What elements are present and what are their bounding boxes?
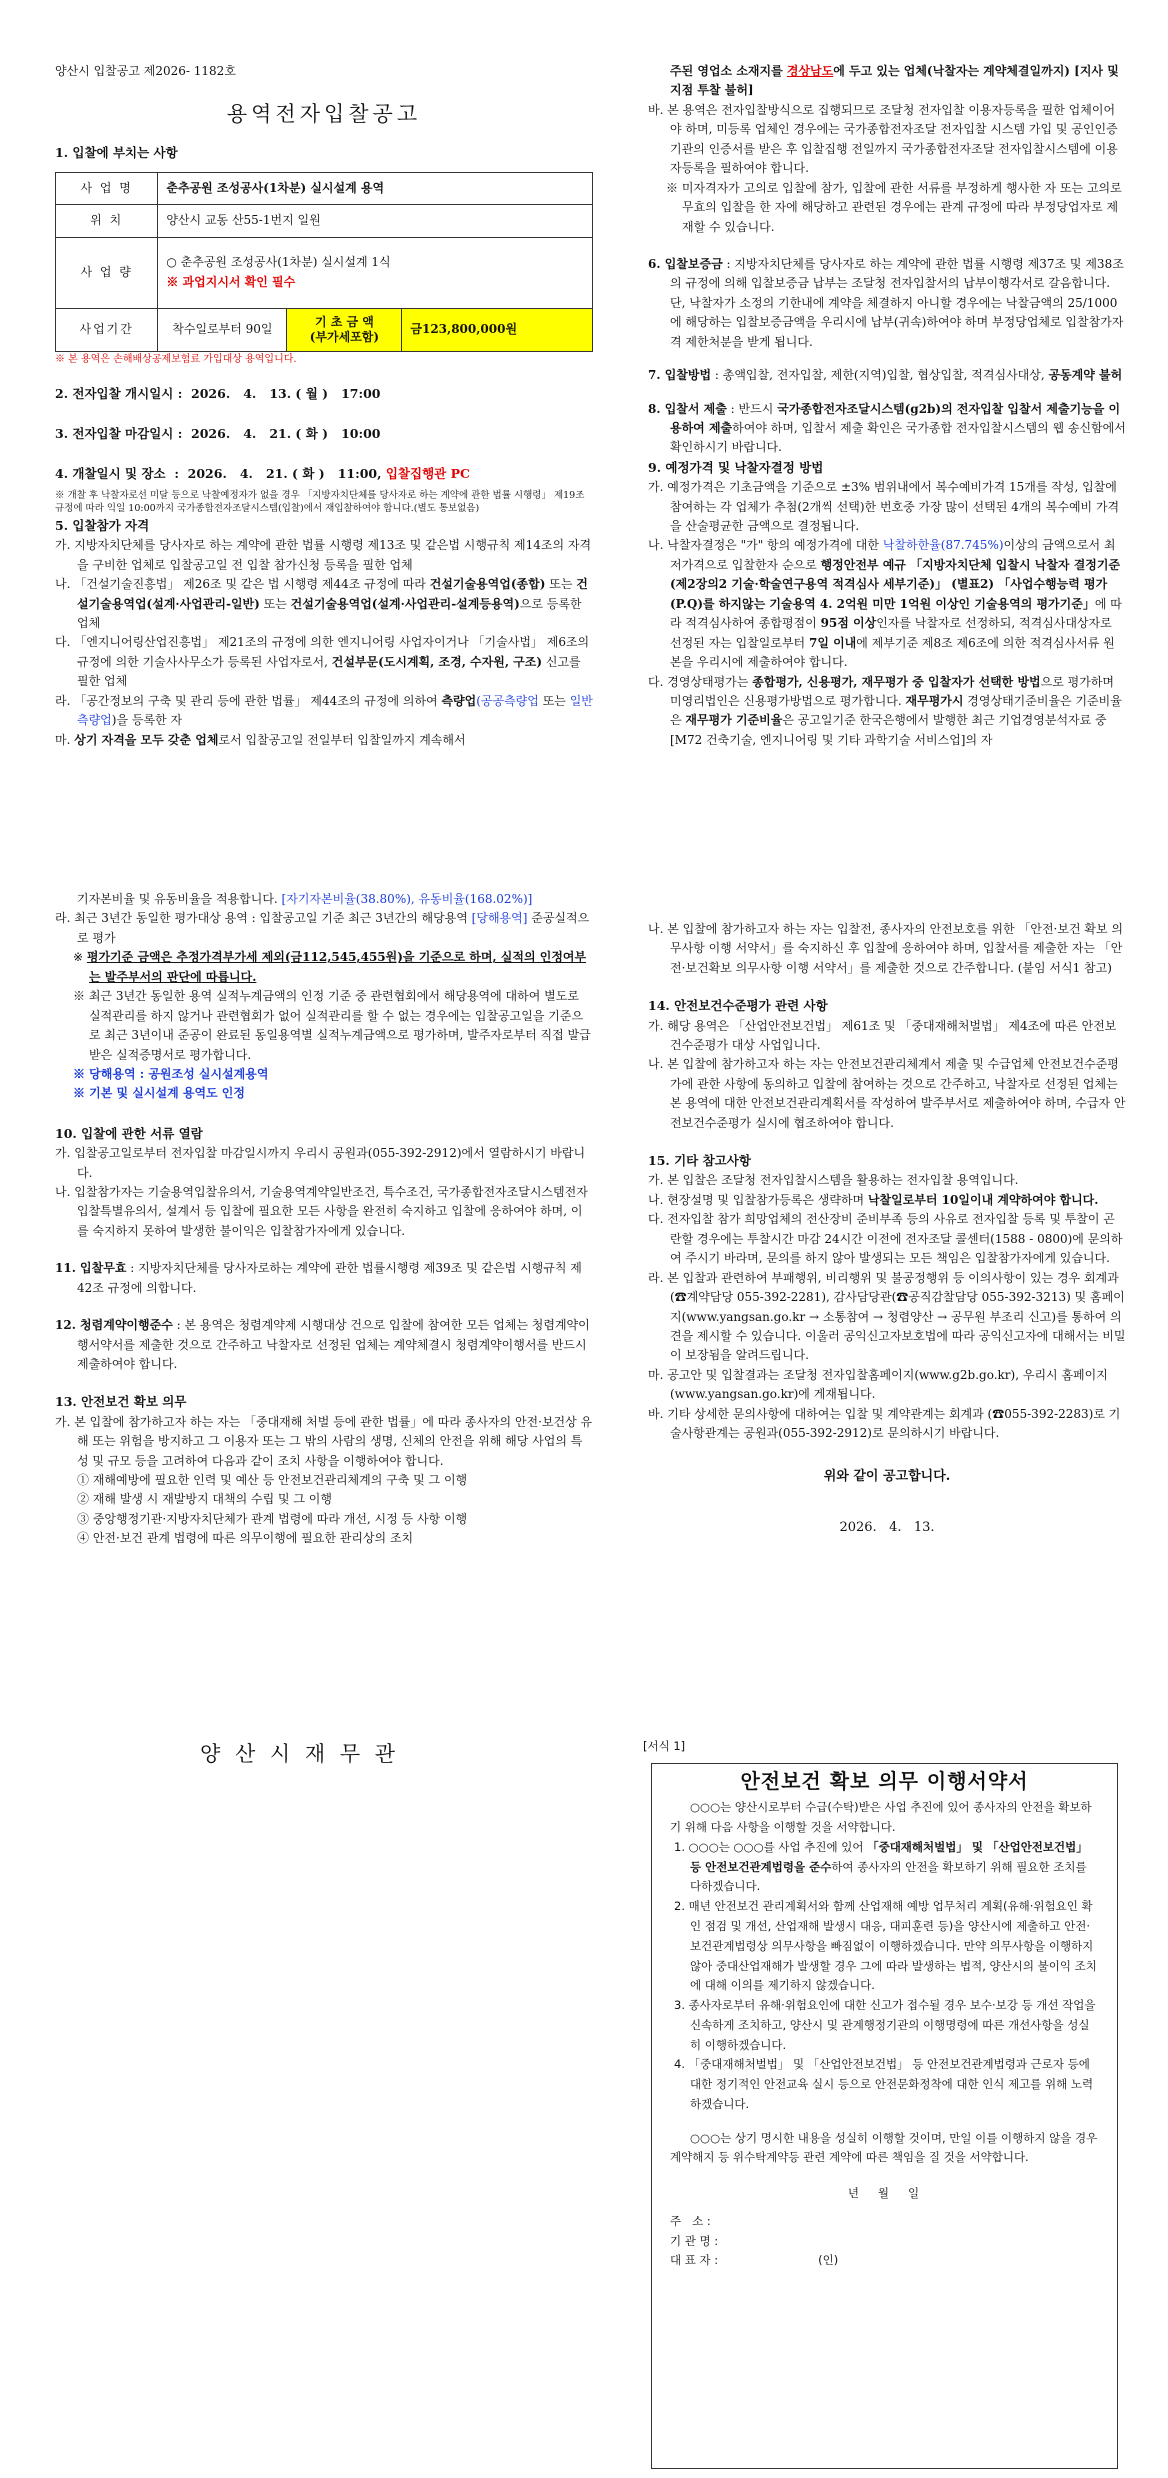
s5-da-bold: 건설부문(도시계획, 조경, 수자원, 구조) <box>331 654 543 669</box>
s9-da-c: 으로 평가하며 미영리법인은 신용평가방법으로 평가합니다. <box>670 674 1115 708</box>
s5-ma-end: 로서 입찰공고일 전일부터 입찰일까지 계속해서 <box>218 732 466 747</box>
s9-na-g: 인자를 낙찰자로 선정하되, 적격심사대상자로 선정된 자는 입찰일로부터 <box>670 616 1112 650</box>
bid-open-datetime: 2. 전자입찰 개시일시 : 2026. 4. 13. ( 월 ) 17:00 <box>55 385 381 401</box>
location-value: 양산시 교동 산55-1번지 일원 <box>158 205 593 237</box>
closing-statement: 위와 같이 공고합니다. <box>823 1468 951 1484</box>
s5-ra-blue1: (공공측량업 <box>476 693 539 708</box>
base-price-label-text: 기 초 금 액 <box>314 314 374 329</box>
s5-na-bold2: 건설기술용역업(설계·사업관리-일반) <box>77 577 588 611</box>
s7 <box>648 366 1126 385</box>
s5-na-bold1: 건설기술용역업(종합) <box>429 577 546 592</box>
s9-na-score: 95점 이상 <box>820 616 877 631</box>
s7-text: : 총액입찰, 전자입찰, 제한(지역)입찰, 협상입찰, 적격심사대상, <box>711 368 1049 383</box>
name-label: 사 업 명 <box>56 172 158 204</box>
bid-close-datetime: 3. 전자입찰 마감일시 : 2026. 4. 21. ( 화 ) 10:00 <box>55 426 381 442</box>
s9-na <box>648 536 1126 672</box>
announcement-date: 2026. 4. 13. <box>839 1519 935 1535</box>
s13-item-2: ② 재해 발생 시 재발방지 대책의 수립 및 그 이행 <box>77 1492 332 1507</box>
s5-da-end: 신고를 필한 업체 <box>77 654 581 689</box>
quantity-label: 사 업 량 <box>56 237 158 308</box>
s9-na-criteria: 행정안전부 예규 「지방자치단체 입찰시 낙찰자 결정기준(제2장의2 기술·학술연구용역 적격심사 세부기준)」 (별표2) 「사업수행능력 평가(P.Q)를 하지않는 기술용역 4. 2억원 미만 1억원 이상인 기술용역의 평가기준」 <box>670 557 1121 611</box>
opening-datetime <box>55 464 593 484</box>
s15-da: 다. 전자입찰 참가 희망업체의 전산장비 준비부족 등의 사유로 전자입찰 등록 및 투찰이 곤란할 경우에는 투찰시간 마감 24시간 이전에 전자조달 콜센터(1588 - 0800)에 문의하여 주시기 바라며, 문의를 하지 않아 발생되는 모든 책임은 입찰참가자에게 있습니다. <box>648 1212 1123 1266</box>
doc-number: 양산시 입찰공고 제2026- 1182호 <box>55 64 236 78</box>
s9-da-cont <box>55 890 593 909</box>
s11-text: : 지방자치단체를 당사자로하는 계약에 관한 법률시행령 제39조 및 같은법 시행규칙 제42조 규정에 의합니다. <box>77 1261 582 1295</box>
s8-bold: 국가종합전자조달시스템(g2b)의 전자입찰 입찰서 제출기능을 이용하여 제출 <box>670 401 1121 435</box>
form-address-row <box>670 2212 1099 2232</box>
s10-ga: 가. 입찰공고일로부터 전자입찰 마감일시까지 우리시 공원과(055-392-2912)에서 열람하시기 바랍니다. <box>55 1146 586 1180</box>
s9-ga: 가. 예정가격은 기초금액을 기준으로 ±3% 범위내에서 복수예비가격 15개를 작성, 입찰에 참여하는 각 업체가 추첨(2개씩 선택)한 번호중 가장 많이 선택된 4개의 복수예비 가격을 산술평균한 금액으로 결정됩니다. <box>648 480 1120 533</box>
form-label: [서식 1] <box>643 1739 686 1753</box>
s15-na-a: 나. 현장설명 및 입찰참가등록은 생략하며 <box>648 1192 868 1207</box>
s11 <box>55 1259 593 1298</box>
page1-right-column <box>648 62 1126 750</box>
section-1-heading: 1. 입찰에 부치는 사항 <box>55 145 178 161</box>
section-15-heading: 15. 기타 참고사항 <box>648 1153 751 1169</box>
s9-ra-note1 <box>55 948 593 987</box>
issuing-authority: 양 산 시 재 무 관 <box>200 1742 400 1766</box>
s9-ra-note3: ※ 당해용역 : 공원조성 실시설계용역 <box>73 1066 269 1081</box>
form-rep-row <box>670 2251 1099 2271</box>
quantity-note: ※ 과업지시서 확인 필수 <box>166 274 296 289</box>
s9-na-c: 이상의 금액으로서 최저가격으로 입찰한자 순으로 <box>670 538 1116 572</box>
section-14-heading: 14. 안전보건수준평가 관련 사항 <box>648 998 828 1014</box>
form-item-3: 3. 종사자로부터 유해·위험요인에 대한 신고가 접수될 경우 보수·보강 등 개선 작업을 신속하게 조치하고, 양산시 및 관계행정기관의 이행명령에 따른 개선사항을 성실히 이행하겠습니다. <box>674 1998 1096 2052</box>
s9-da-f: 재무평가 기준비율 <box>685 713 783 728</box>
s8-text-a: : 반드시 <box>726 401 778 416</box>
s5-ma <box>55 731 593 750</box>
s9-da-e: 경영상태기준비율은 기준비율은 <box>670 693 1122 728</box>
s6-text: : 지방자치단체를 당사자로 하는 계약에 관한 법률 시행령 제37조 및 제38조의 규정에 의해 입찰보증금 납부는 조달청 전자입찰서의 납부이행각서로 갈음합니다. 단, 낙찰자가 소정의 기한내에 계약을 체결하지 아니할 경우에는 낙찰금액의 25/1000에 해당하는 입찰보증금액을 우리시에 납부(귀속)하여야 하며 부정당업체로 입찰참가자격 제한처분을 받게 됩니다. <box>670 256 1124 349</box>
s8-heading: 8. 입찰서 제출 <box>648 401 727 416</box>
period-label: 사업기간 <box>56 308 158 351</box>
s14-na: 나. 본 입찰에 참가하고자 하는 자는 안전보건관리체계서 제출 및 수급업체 안전보건수준평가에 관한 사항에 동의하고 입찰에 참여하는 것으로 간주하고, 낙찰자로 선정된 업체는 본 용역에 대한 안전보건관리계획서를 작성하여 발주부서로 제출하여야 하며, 수급자 안전보건수준평가 실시에 협조하여야 합니다. <box>648 1057 1126 1130</box>
form-item-1 <box>670 1838 1099 1897</box>
page2-right-column <box>648 920 1126 1538</box>
base-price-value: 금123,800,000원 <box>402 308 593 351</box>
s5-da <box>55 633 593 691</box>
s5-ma-mark: 마. <box>55 732 75 747</box>
form-closing: ○○○는 상기 명시한 내용을 성실히 이행할 것이며, 만일 이를 이행하지 않을 경우 계약해지 등 위수탁계약등 관련 계약에 따른 책임을 질 것을 서약합니다. <box>670 2130 1098 2165</box>
s5-na <box>55 575 593 633</box>
s10-na: 나. 입찰참가자는 기술용역입찰유의서, 기술용역계약일반조건, 특수조건, 국가종합전자조달시스템전자입찰특별유의서, 설계서 등 입찰에 필요한 모든 사항을 완전히 숙지하고 입찰에 응하여야 하며, 이를 숙지하지 못하여 발생한 불이익은 입찰참가자에게 있습니다. <box>55 1184 588 1238</box>
page-title: 용역전자입찰공고 <box>226 102 422 127</box>
opening-place: 입찰집행관 PC <box>385 466 470 482</box>
page1-left-column <box>55 62 593 750</box>
form-item-1-c: 하여 종사자의 안전을 확보하기 위해 필요한 조치를 다하겠습니다. <box>690 1859 1087 1894</box>
base-price-label <box>287 308 402 351</box>
s13-na: 나. 본 입찰에 참가하고자 하는 자는 입찰전, 종사자의 안전보호를 위한 「안전·보건 확보 의무사항 이행 서약서」를 숙지하신 후 입찰에 응하여야 하며, 입찰서를 제출한 자는 「안전·보건확보 의무사항 이행 서약서」를 제출한 것으로 간주합니다. (붙임 서식1 참고) <box>648 922 1123 975</box>
s5-ra-end: )을 등록한 자 <box>111 713 183 728</box>
form-signature-block <box>670 2212 1099 2271</box>
s15-ma: 마. 공고안 및 입찰결과는 조달청 전자입찰홈페이지(www.g2b.go.kr), 우리시 홈페이지(www.yangsan.go.kr)에 게재됩니다. <box>648 1367 1108 1402</box>
s5-cont-end: 에 두고 있는 업체(낙찰자는 계약체결일까지) [지사 및 지점 투찰 불허] <box>670 64 1119 98</box>
s5-na-text: 나. 「건설기술진흥법」 제26조 및 같은 법 시행령 제44조 규정에 따라 <box>55 577 430 592</box>
form-org-label: 기 관 명 : <box>670 2233 719 2248</box>
s9-da-g: 은 공고일기준 한국은행에서 발행한 최근 기업경영분석자료 중 [M72 건축기술, 엔지니어링 및 기타 과학기술 서비스업]의 자 <box>670 713 1107 747</box>
s9-da-b: 종합평가, 신용평가, 재무평가 중 입찰자가 선택한 방법 <box>752 674 1041 689</box>
name-value: 춘추공원 조성공사(1차분) 실시설계 용역 <box>158 172 593 204</box>
s13-item-1: ① 재해예방에 필요한 인력 및 예산 등 안전보건관리체계의 구축 및 그 이행 <box>77 1473 468 1487</box>
section-5-heading: 5. 입찰참가 자격 <box>55 518 150 534</box>
s9-ratios: [자기자본비율(38.80%), 유동비율(168.02%)] <box>281 892 533 906</box>
section-9-heading: 9. 예정가격 및 낙찰자결정 방법 <box>648 459 824 475</box>
s9-da-cont-a: 기자본비율 및 유동비율을 적용합니다. <box>77 892 282 906</box>
s9-ra-a: 라. 최근 3년간 동일한 평가대상 용역 : 입찰공고일 기준 최근 3년간의 해당용역 <box>55 911 472 926</box>
s9-na-rate: 낙찰하한율(87.745%) <box>882 538 1004 553</box>
s9-da-a: 다. 경영상태평가는 <box>648 674 753 689</box>
s9-ra-note4: ※ 기본 및 실시설계 용역도 인정 <box>73 1086 245 1101</box>
s5-ba-note: ※ 미자격자가 고의로 입찰에 참가, 입찰에 관한 서류를 부정하게 행사한 자 또는 고의로 무효의 입찰을 한 자에 해당하고 관련된 경우에는 관계 규정에 따라 부정당업자로 제재할 수 있습니다. <box>666 180 1122 234</box>
s11-heading: 11. 입찰무효 <box>55 1261 127 1276</box>
section-13-heading: 13. 안전보건 확보 의무 <box>55 1394 187 1410</box>
s5-ma-bold: 상기 자격을 모두 갖춘 업체 <box>74 732 219 747</box>
location-label: 위 치 <box>56 205 158 237</box>
s5-ra-text: 라. 「공간정보의 구축 및 관리 등에 관한 법률」 제44조의 규정에 의하여 <box>55 693 442 708</box>
form-item-4: 4. 「중대재해처벌법」 및 「산업안전보건법」 등 안전보건관계법령과 근로자 등에 대한 정기적인 안전교육 실시 등으로 안전문화정착에 대한 인식 제고를 위해 노력하겠습니다. <box>674 2057 1094 2111</box>
base-price-sub: (부가세포함) <box>309 329 380 344</box>
s5-ba: 바. 본 용역은 전자입찰방식으로 집행되므로 조달청 전자입찰 이용자등록을 필한 업체이어야 하며, 미등록 업체인 경우에는 국가종합전자조달 전자입찰 시스템 가입 및 공인인증기관의 인증서를 받은 후 입찰집행 전일까지 국가종합전자조달 전자입찰시스템에 이용자등록을 필하여야 합니다. <box>648 102 1118 176</box>
s12 <box>55 1316 593 1374</box>
s15-ga: 가. 본 입찰은 조달청 전자입찰시스템을 활용하는 전자입찰 용역입니다. <box>648 1173 1019 1188</box>
s6-heading: 6. 입찰보증금 <box>648 256 723 271</box>
form-item-1-a: 1. ○○○는 ○○○를 사업 추진에 있어 <box>674 1839 868 1854</box>
s6 <box>648 255 1126 352</box>
s12-text: : 본 용역은 청렴계약제 시행대상 건으로 입찰에 참여한 모든 업체는 청렴계약이행서약서를 제출한 것으로 간주하고 낙찰자로 선정된 업체는 계약체결시 청렴계약이행서를 반드시 제출하여야 합니다. <box>77 1318 590 1371</box>
s5-na-bold3: 건설기술용역업(설계·사업관리-설계등용역) <box>290 596 520 611</box>
period-value: 착수일로부터 90일 <box>158 308 287 351</box>
form-title: 안전보건 확보 의무 이행서약서 <box>740 1769 1029 1793</box>
s9-ra-b: [당해용역] <box>471 911 528 926</box>
s5-na-or2: 또는 <box>259 596 291 611</box>
s9-na-e: 에 따라 적격심사하여 종합평점이 <box>670 596 1122 631</box>
s9-ra-c: 준공실적으로 평가 <box>77 911 590 945</box>
opening-text: 4. 개찰일시 및 장소 : 2026. 4. 21. ( 화 ) 11:00, <box>55 466 382 482</box>
s9-ra <box>55 909 593 948</box>
s9-ra-note1-text: 평가기준 금액은 추정가격부가세 제외(금112,545,455원)을 기준으로 하며, 실적의 인정여부는 발주부서의 판단에 따릅니다. <box>86 950 587 984</box>
s5-cont-region: 경상남도 <box>786 64 834 78</box>
table-note: ※ 본 용역은 손해배상공제보험료 가입대상 용역입니다. <box>55 353 297 365</box>
s15-ra: 라. 본 입찰과 관련하여 부패행위, 비리행위 및 불공정행위 등 이의사항이 있는 경우 회계과(☎계약담당 055-392-2281), 감사담당관(☎공직감찰담당 055-392-3213) 및 홈페이지(www.yangsan.go.kr → 소통참여 → 청렴양산 → 공무원 부조리 신고)를 통하여 의견을 제시할 수 있습니다. 이울러 공익신고자보호법에 따라 공익신고자에 대해서는 비밀이 보장됨을 알려드립니다. <box>648 1270 1126 1363</box>
s9-na-a: 나. 낙찰자결정은 "가" 항의 예정가격에 대한 <box>648 538 883 553</box>
s5-na-or1: 또는 <box>545 577 577 592</box>
s9-da-d: 재무평가시 <box>905 693 964 708</box>
s5-ra-blue2: 일반측량업 <box>77 693 593 728</box>
page2-left-column <box>55 890 593 1549</box>
quantity-cell <box>158 237 593 308</box>
form-org-row <box>670 2232 1099 2252</box>
form-item-2: 2. 매년 안전보건 관리계획서와 함께 산업재해 예방 업무처리 계획(유해·위험요인 확인 점검 및 개선, 산업재해 발생시 대응, 대피훈련 등)을 양산시에 제출하고 안전·보건관계법령상 의무사항을 빠짐없이 이행하겠습니다. 만약 의무사항을 이행하지 않아 중대산업재해가 발생할 경우 그에 따라 발생하는 법적, 양산시의 불이익 조치에 대해 이의를 제기하지 않겠습니다. <box>674 1899 1097 1993</box>
form-address-label: 주 소 : <box>670 2213 711 2228</box>
s9-na-days: 7일 이내 <box>808 635 857 650</box>
quantity-value: ○ 춘추공원 조성공사(1차분) 실시설계 1식 <box>166 255 391 270</box>
form-seal: (인) <box>818 2253 839 2268</box>
s13-item-4: ④ 안전·보건 관계 법령에 따른 의무이행에 필요한 관리상의 조치 <box>77 1531 414 1546</box>
s8-text-b: 하여야 하며, 입찰서 제출 확인은 국가종합 전자입찰시스템의 웹 송신함에서 확인하시기 바랍니다. <box>670 421 1126 455</box>
project-info-table <box>55 172 593 352</box>
s9-ra-note1-mark: ※ <box>73 950 87 965</box>
s14-ga: 가. 해당 용역은 「산업안전보건법」 제61조 및 「중대재해처벌법」 제4조에 따른 안전보건수준평가 대상 사업입니다. <box>648 1018 1117 1052</box>
s13-item-3: ③ 중앙행정기관·지방자치단체가 관계 법령에 따라 개선, 시정 등 사항 이행 <box>77 1511 468 1526</box>
s5-na-end: 으로 등록한 업체 <box>77 596 582 631</box>
form-item-1-b: 「중대재해처벌법」 및 「산업안전보건법」 등 안전보건관계법령을 준수 <box>690 1839 1088 1874</box>
s5-cont-text: 주된 영업소 소재지를 <box>670 64 787 78</box>
s5-da-text: 다. 「엔지니어링산업진흥법」 제21조의 규정에 의한 엔지니어링 사업자이거나 「기술사법」 제6조의 규정에 의한 기술사사무소가 등록된 사업자로서, <box>55 635 590 669</box>
s9-na-i: 에 제부기준 제8조 제6조에 의한 적격심사서류 원본을 우리시에 제출하여야 합니다. <box>670 635 1115 670</box>
form-rep-label: 대 표 자 : <box>670 2253 719 2268</box>
s8 <box>648 400 1126 458</box>
s13-ga: 가. 본 입찰에 참가하고자 하는 자는 「중대재해 처벌 등에 관한 법률」에 따라 종사자의 안전·보건상 유해 또는 위험을 방지하고 그 이용자 또는 그 밖의 사람의 생명, 신체의 안전을 위해 해당 사업의 특성 및 규모 등을 고려하여 다음과 같이 조치 사항을 이행하여야 합니다. <box>55 1414 593 1468</box>
s5-ra <box>55 692 593 731</box>
s15-na-b: 낙찰일로부터 10일이내 계약하여야 합니다. <box>867 1192 1099 1207</box>
form-intro: ○○○는 양산시로부터 수급(수탁)받은 사업 추진에 있어 종사자의 안전을 확보하기 위해 다음 사항을 이행할 것을 서약합니다. <box>670 1800 1092 1835</box>
s15-na <box>648 1191 1126 1210</box>
form-date-line: 년 월 일 <box>847 2186 922 2201</box>
section-10-heading: 10. 입찰에 관한 서류 열람 <box>55 1125 203 1141</box>
s5-ra-or: 또는 <box>538 693 570 708</box>
opening-note: ※ 개찰 후 낙찰자로선 미달 등으로 낙찰예정자가 없을 경우 「지방자치단체를 당사자로 하는 계약에 관한 법률 시행령」 제19조 규정에 따라 익일 10:00까지 국가종합전자조달시스템(입찰)에서 재입찰하여야 합니다.(별도 통보없음) <box>55 489 585 515</box>
s5-ga: 가. 지방자치단체를 당사자로 하는 계약에 관한 법률 시행령 제13조 및 같은법 시행규칙 제14조의 자격을 구비한 업체로 입찰공고일 전 입찰 참가신청 등록을 필한 업체 <box>55 538 592 572</box>
s12-heading: 12. 청렴계약이행준수 <box>55 1318 173 1333</box>
s7-bold: 공동계약 불허 <box>1048 368 1123 383</box>
s9-da <box>648 673 1126 751</box>
s7-heading: 7. 입찰방법 <box>648 368 712 383</box>
s5-ra-bold: 측량업 <box>441 693 477 708</box>
s15-ba: 바. 기타 상세한 문의사항에 대하여는 입찰 및 계약관계는 회계과 (☎055-392-2283)로 기술사항관계는 공원과(055-392-2912)로 문의하시기 바랍니다. <box>648 1406 1121 1441</box>
s5-ma-cont <box>648 62 1126 101</box>
safety-pledge-form <box>651 1763 1118 2469</box>
s9-ra-note2: ※ 최근 3년간 동일한 용역 실적누계금액의 인정 기준 중 관련협회에서 해당용역에 대하여 별도로 실적관리를 하지 않거나 관련협회가 없어 실적관리를 할 수 없는 경우에는 입찰공고일을 기준으로 최근 3년이내 준공이 완료된 동일용역별 실적누계금액으로 평가하며, 발주자로부터 직접 발급받은 실적증명서로 평가합니다. <box>73 989 591 1062</box>
